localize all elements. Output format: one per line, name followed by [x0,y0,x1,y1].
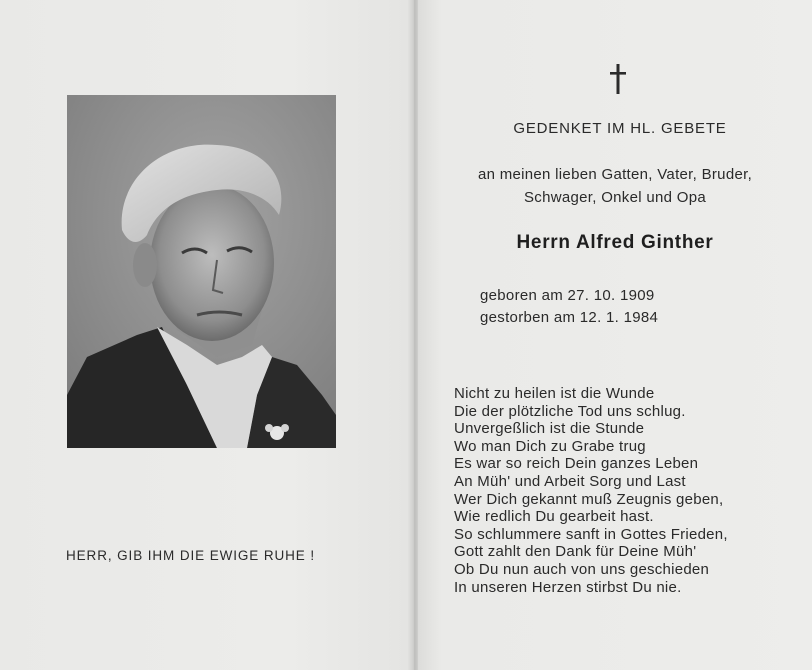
poem [454,385,728,596]
deceased-name: Herrn Alfred Ginther [516,232,714,253]
poem-line: Ob Du nun auch von uns geschieden [454,560,710,578]
poem-line: Es war so reich Dein ganzes Leben [454,455,699,473]
death-date: gestorben am 12. 1. 1984 [480,309,659,326]
portrait-illustration [67,95,336,448]
birth-date: geboren am 27. 10. 1909 [480,287,655,304]
poem-line: An Müh' und Arbeit Sorg und Last [454,472,686,490]
portrait-photo [67,95,336,448]
poem-line: Unvergeßlich ist die Stunde [454,420,645,438]
poem-line: So schlummere sanft in Gottes Frieden, [454,525,728,543]
poem-line: In unseren Herzen stirbst Du nie. [454,578,682,596]
cross-icon [606,64,630,94]
intro-line-2: Schwager, Onkel und Opa [523,189,706,206]
poem-line: Wie redlich Du gearbeit hast. [454,508,654,526]
poem-line: Die der plötzliche Tod uns schlug. [454,402,686,420]
intro-line-1: an meinen lieben Gatten, Vater, Bruder, [477,166,753,183]
life-dates [480,285,658,329]
prayer-text: HERR, GIB IHM DIE EWIGE RUHE ! [66,548,316,563]
poem-line: Gott zahlt den Dank für Deine Müh' [454,543,697,561]
poem-line: Wer Dich gekannt muß Zeugnis geben, [454,490,724,508]
poem-line: Nicht zu heilen ist die Wunde [454,385,655,402]
heading: GEDENKET IM HL. GEBETE [513,120,727,137]
poem-line: Wo man Dich zu Grabe trug [454,437,646,455]
